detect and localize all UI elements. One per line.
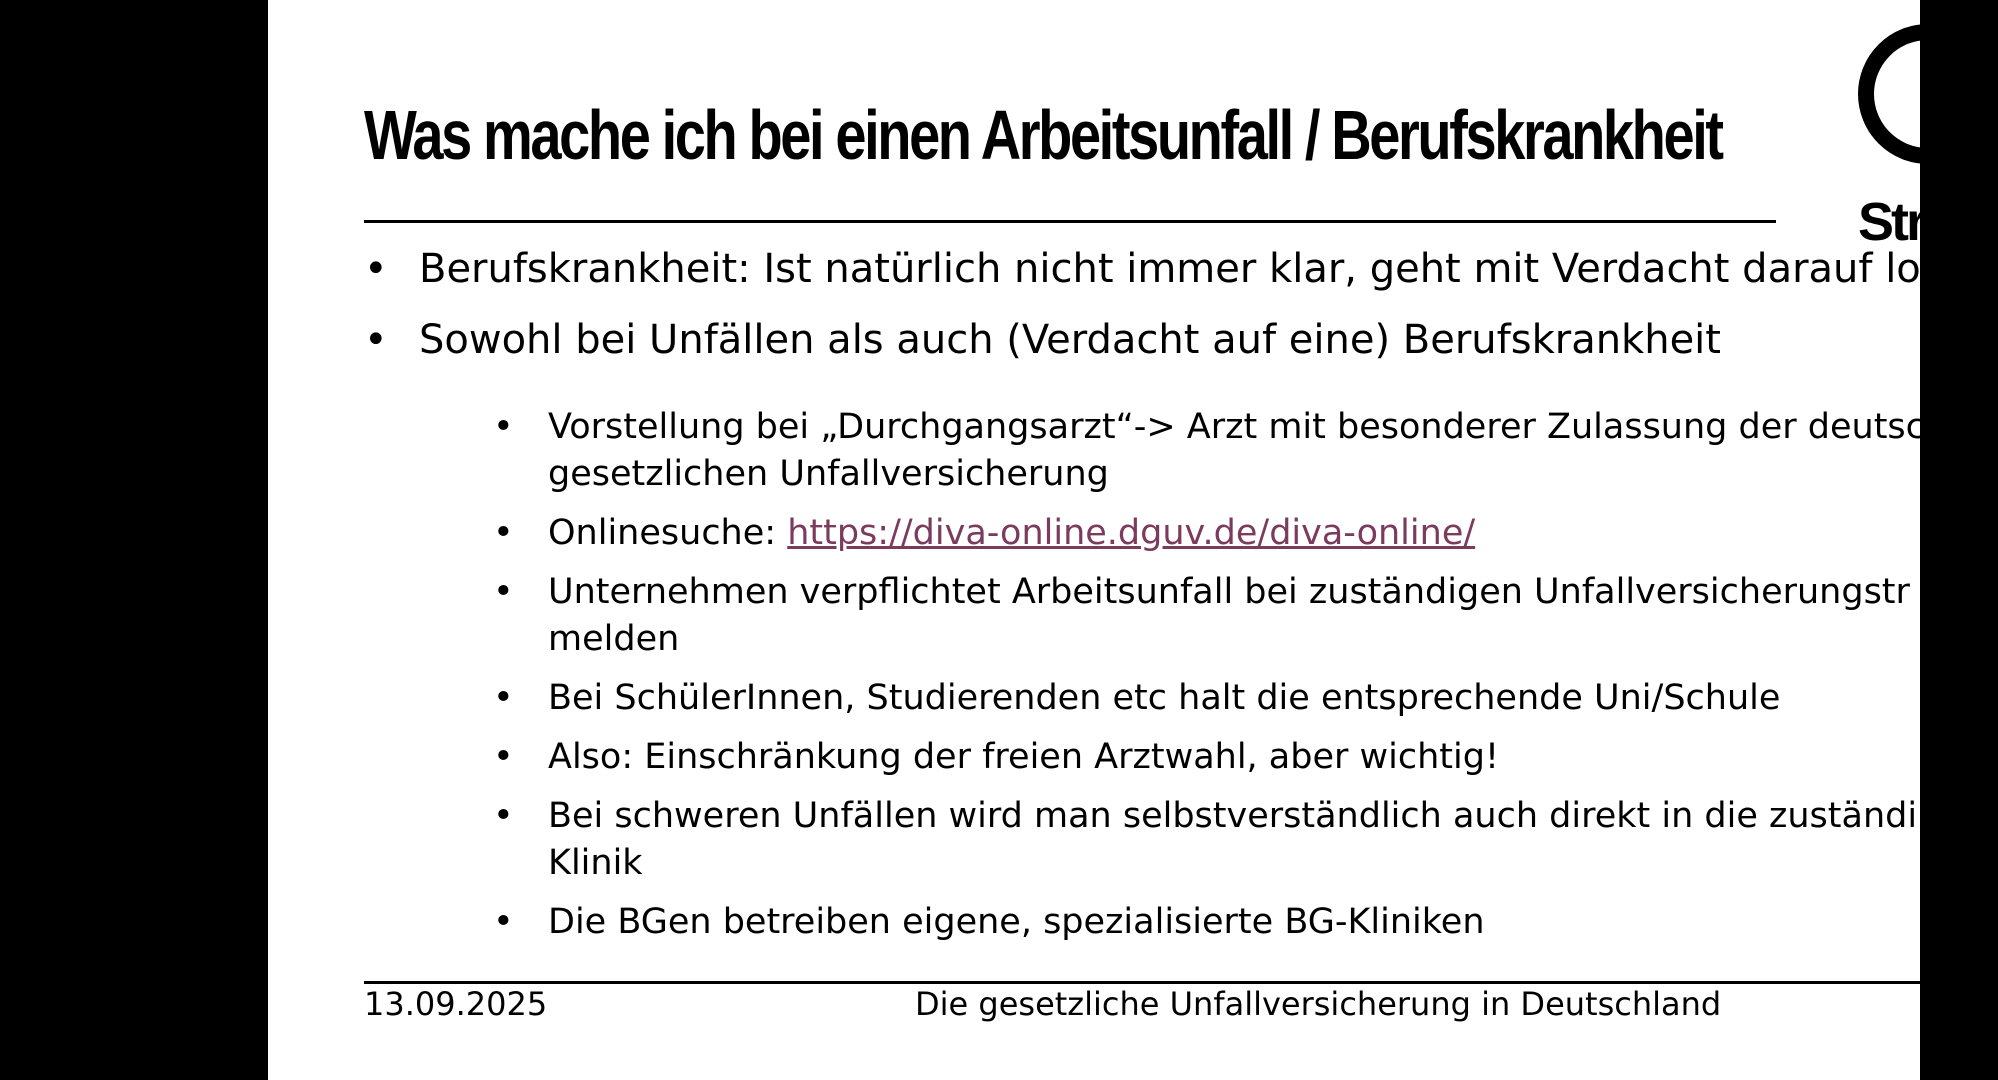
slide-title: Was mache ich bei einen Arbeitsunfall / Berufskrankheit (364, 96, 1722, 174)
bullet-text: Berufskrankheit: Ist natürlich nicht immer klar, geht mit Verdacht darauf los (419, 246, 1942, 292)
sub-bullet-text: Die BGen betreiben eigene, spezialisierte BG-Kliniken (548, 902, 1485, 942)
bullet-icon: • (364, 246, 388, 292)
online-search-label: Onlinesuche: (548, 513, 788, 553)
bullet-icon: • (493, 678, 514, 718)
sub-bullet-text: Klinik (548, 843, 643, 883)
bullet-icon: • (493, 513, 514, 553)
logo-circle-icon (1858, 24, 1998, 164)
sub-bullet-text (548, 510, 1475, 557)
bullet-icon: • (493, 902, 514, 942)
presentation-slide (268, 0, 1952, 1080)
diva-online-link[interactable]: https://diva-online.dguv.de/diva-online/ (787, 513, 1476, 553)
sub-bullet-text: Also: Einschränkung der freien Arztwahl, aber wichtig! (548, 737, 1499, 777)
logo-text: Stra (1858, 192, 1952, 252)
bullet-icon: • (493, 572, 514, 612)
sub-bullet-text: Vorstellung bei „Durchgangsarzt“-> Arzt mit besonderer Zulassung der deutsch (548, 407, 1948, 447)
sub-bullet-text: Bei schweren Unfällen wird man selbstverständlich auch direkt in die zuständi (548, 796, 1918, 836)
bullet-text: Sowohl bei Unfällen als auch (Verdacht auf eine) Berufskrankheit (419, 317, 1721, 363)
bullet-icon: • (364, 317, 388, 363)
sub-bullet-text: gesetzlichen Unfallversicherung (548, 454, 1109, 494)
title-divider (364, 220, 1776, 223)
sub-bullet-text: Unternehmen verpflichtet Arbeitsunfall bei zuständigen Unfallversicherungstr (548, 572, 1910, 612)
sub-bullet-text: melden (548, 619, 680, 659)
sub-bullet-text: Bei SchülerInnen, Studierenden etc halt die entsprechende Uni/Schule (548, 678, 1781, 718)
bullet-icon: • (493, 796, 514, 836)
bullet-icon: • (493, 737, 514, 777)
logo (1858, 24, 1998, 254)
bullet-icon: • (493, 407, 514, 447)
footer-title: Die gesetzliche Unfallversicherung in Deutschland (915, 985, 1722, 1023)
footer-date: 13.09.2025 (364, 985, 548, 1023)
